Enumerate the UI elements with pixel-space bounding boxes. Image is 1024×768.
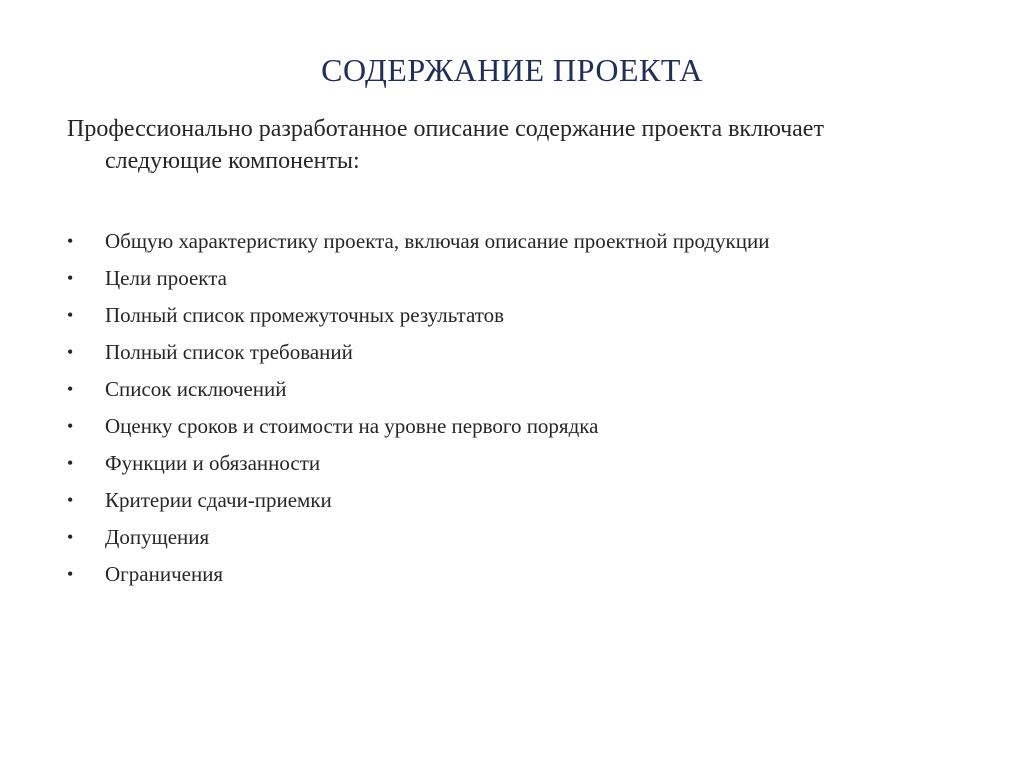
list-item: [67, 337, 967, 374]
list-item-text: Критерии сдачи-приемки: [105, 488, 332, 512]
components-list: [67, 226, 967, 596]
list-item: [67, 226, 967, 263]
bullet-icon: •: [67, 231, 74, 251]
list-item: [67, 559, 967, 596]
intro-paragraph: [67, 113, 967, 177]
list-item-text: Ограничения: [105, 562, 224, 586]
list-item: [67, 374, 967, 411]
bullet-icon: •: [67, 490, 74, 510]
bullet-icon: •: [67, 342, 74, 362]
list-item-text: Полный список промежуточных результатов: [105, 303, 505, 327]
list-item-text: Цели проекта: [105, 266, 227, 290]
list-item-text: Полный список требований: [105, 340, 353, 364]
list-item: [67, 263, 967, 300]
bullet-icon: •: [67, 453, 74, 473]
bullet-icon: •: [67, 268, 74, 288]
list-item-text: Общую характеристику проекта, включая описание проектной продукции: [105, 229, 770, 253]
list-item: [67, 448, 967, 485]
bullet-icon: •: [67, 527, 74, 547]
slide-title: СОДЕРЖАНИЕ ПРОЕКТА: [321, 52, 703, 88]
bullet-icon: •: [67, 416, 74, 436]
bullet-icon: •: [67, 564, 74, 584]
intro-line-1: Профессионально разработанное описание содержание проекта включает: [67, 116, 824, 142]
list-item: [67, 411, 967, 448]
list-item-text: Функции и обязанности: [105, 451, 321, 475]
bullet-icon: •: [67, 305, 74, 325]
bullet-icon: •: [67, 379, 74, 399]
list-item: [67, 485, 967, 522]
list-item: [67, 522, 967, 559]
list-item-text: Список исключений: [105, 377, 287, 401]
list-item-text: Оценку сроков и стоимости на уровне первого порядка: [105, 414, 599, 438]
list-item-text: Допущения: [105, 525, 210, 549]
intro-line-2: следующие компоненты:: [105, 148, 360, 174]
list-item: [67, 300, 967, 337]
